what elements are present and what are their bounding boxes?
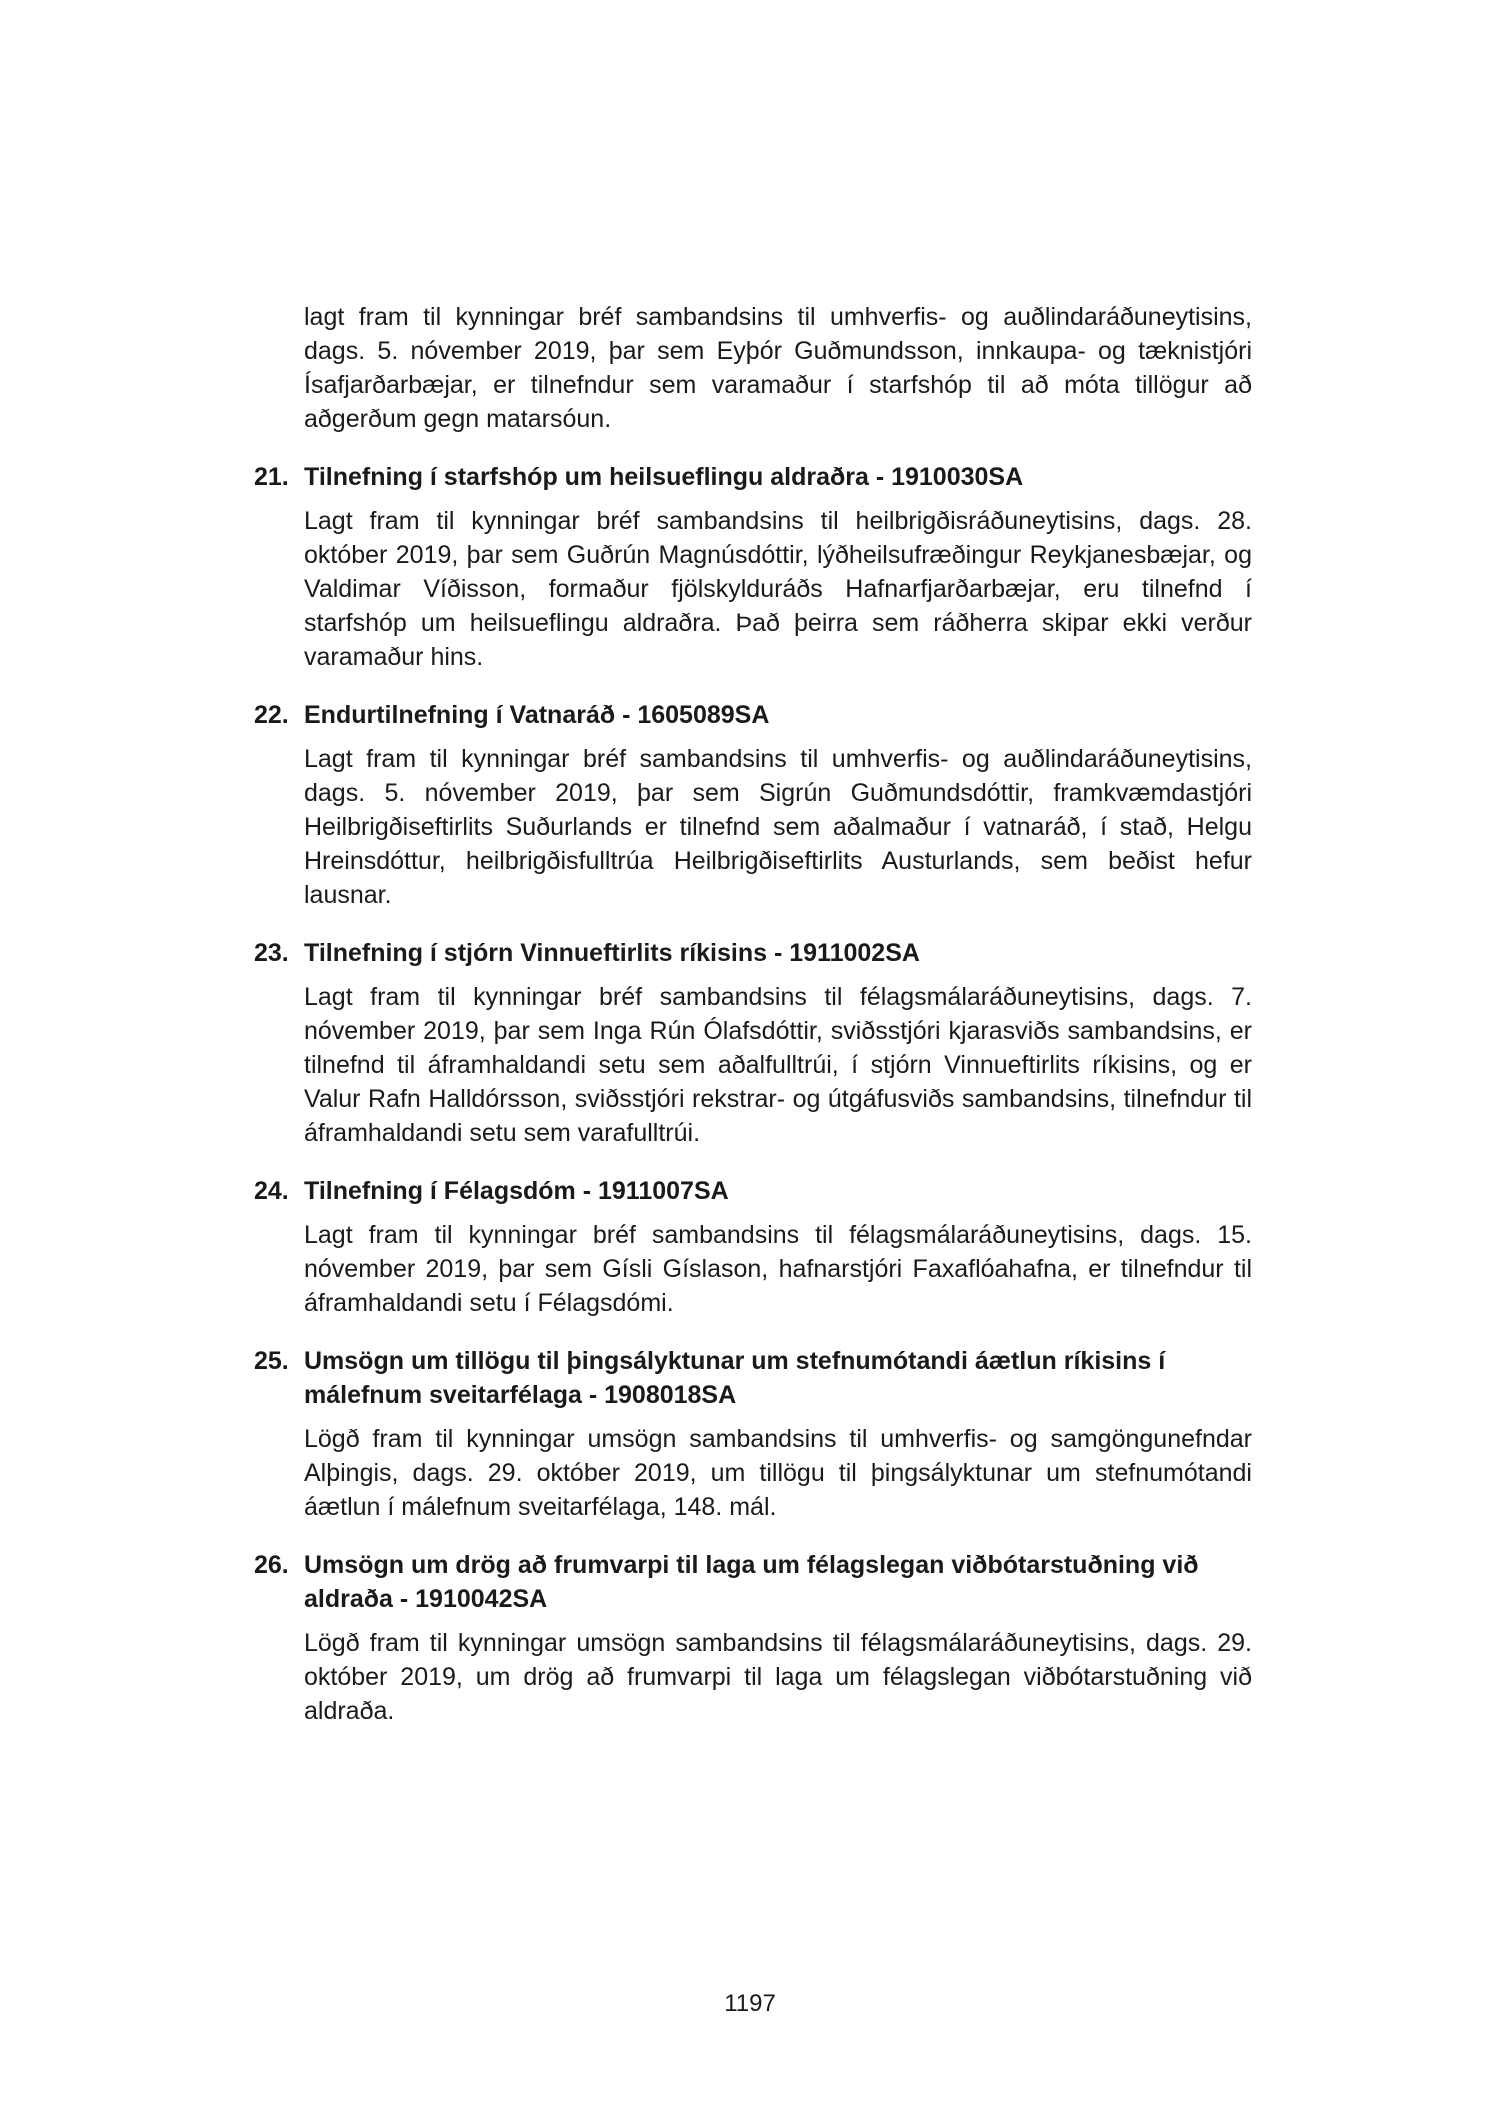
item-title: Endurtilnefning í Vatnaráð - 1605089SA: [304, 701, 770, 729]
item-body: Lagt fram til kynningar bréf sambandsins til heilbrigðisráðuneytisins, dags. 28. október 2019, þar sem Guðrún Magnúsdóttir, lýðheilsufræðingur Reykjanesbæjar, og Valdimar Víðisson, formaður fjölskylduráðs Hafnarfjarðarbæjar, eru tilnefnd í starfshóp um heilsueflingu aldraðra. Það þeirra sem ráðherra skipar ekki verður varamaður hins.: [304, 507, 1252, 671]
item-title: Umsögn um drög að frumvarpi til laga um félagslegan viðbótarstuðning við aldraða - 1910042SA: [304, 1551, 1199, 1613]
agenda-item-21: [254, 460, 1252, 674]
intro-paragraph: lagt fram til kynningar bréf sambandsins til umhverfis- og auðlindaráðuneytisins, dags. 5. nóvember 2019, þar sem Eyþór Guðmundsson, innkaupa- og tæknistjóri Ísafjarðarbæjar, er tilnefndur sem varamaður í starfshóp til að móta tillögur að aðgerðum gegn matarsóun.: [304, 303, 1252, 433]
item-title: Umsögn um tillögu til þingsályktunar um stefnumótandi áætlun ríkisins í málefnum sveitarfélaga - 1908018SA: [304, 1347, 1166, 1409]
item-body: Lagt fram til kynningar bréf sambandsins til félagsmálaráðuneytisins, dags. 15. nóvember 2019, þar sem Gísli Gíslason, hafnarstjóri Faxaflóahafna, er tilnefndur til áframhaldandi setu í Félagsdómi.: [304, 1221, 1252, 1317]
item-title: Tilnefning í Félagsdóm - 1911007SA: [304, 1177, 729, 1205]
item-body: Lögð fram til kynningar umsögn sambandsins til umhverfis- og samgöngunefndar Alþingis, dags. 29. október 2019, um tillögu til þingsályktunar um stefnumótandi áætlun í málefnum sveitarfélaga, 148. mál.: [304, 1425, 1252, 1521]
item-body: Lagt fram til kynningar bréf sambandsins til félagsmálaráðuneytisins, dags. 7. nóvember 2019, þar sem Inga Rún Ólafsdóttir, sviðsstjóri kjarasviðs sambandsins, er tilnefnd til áframhaldandi setu sem aðalfulltrúi, í stjórn Vinnueftirlits ríkisins, og er Valur Rafn Halldórsson, sviðsstjóri rekstrar- og útgáfusviðs sambandsins, tilnefndur til áframhaldandi setu sem varafulltrúi.: [304, 983, 1252, 1147]
item-number: 23.: [254, 939, 289, 967]
item-title: Tilnefning í stjórn Vinnueftirlits ríkisins - 1911002SA: [304, 939, 920, 967]
agenda-item-25: [254, 1344, 1252, 1524]
item-body: Lögð fram til kynningar umsögn sambandsins til félagsmálaráðuneytisins, dags. 29. október 2019, um drög að frumvarpi til laga um félagslegan viðbótarstuðning við aldraða.: [304, 1629, 1252, 1725]
agenda-item-22: [254, 698, 1252, 912]
item-number: 22.: [254, 701, 289, 729]
item-number: 25.: [254, 1347, 289, 1375]
item-number: 24.: [254, 1177, 289, 1205]
item-number: 21.: [254, 463, 289, 491]
agenda-item-23: [254, 936, 1252, 1150]
agenda-item-26: [254, 1548, 1252, 1728]
item-title: Tilnefning í starfshóp um heilsueflingu aldraðra - 1910030SA: [304, 463, 1024, 491]
page-number: 1197: [724, 1990, 776, 2017]
page-content: [254, 300, 1252, 1728]
item-body: Lagt fram til kynningar bréf sambandsins til umhverfis- og auðlindaráðuneytisins, dags. 5. nóvember 2019, þar sem Sigrún Guðmundsdóttir, framkvæmdastjóri Heilbrigðiseftirlits Suðurlands er tilnefnd sem aðalmaður í vatnaráð, í stað, Helgu Hreinsdóttur, heilbrigðisfulltrúa Heilbrigðiseftirlits Austurlands, sem beðist hefur lausnar.: [304, 745, 1252, 909]
item-number: 26.: [254, 1551, 289, 1579]
agenda-item-24: [254, 1174, 1252, 1320]
